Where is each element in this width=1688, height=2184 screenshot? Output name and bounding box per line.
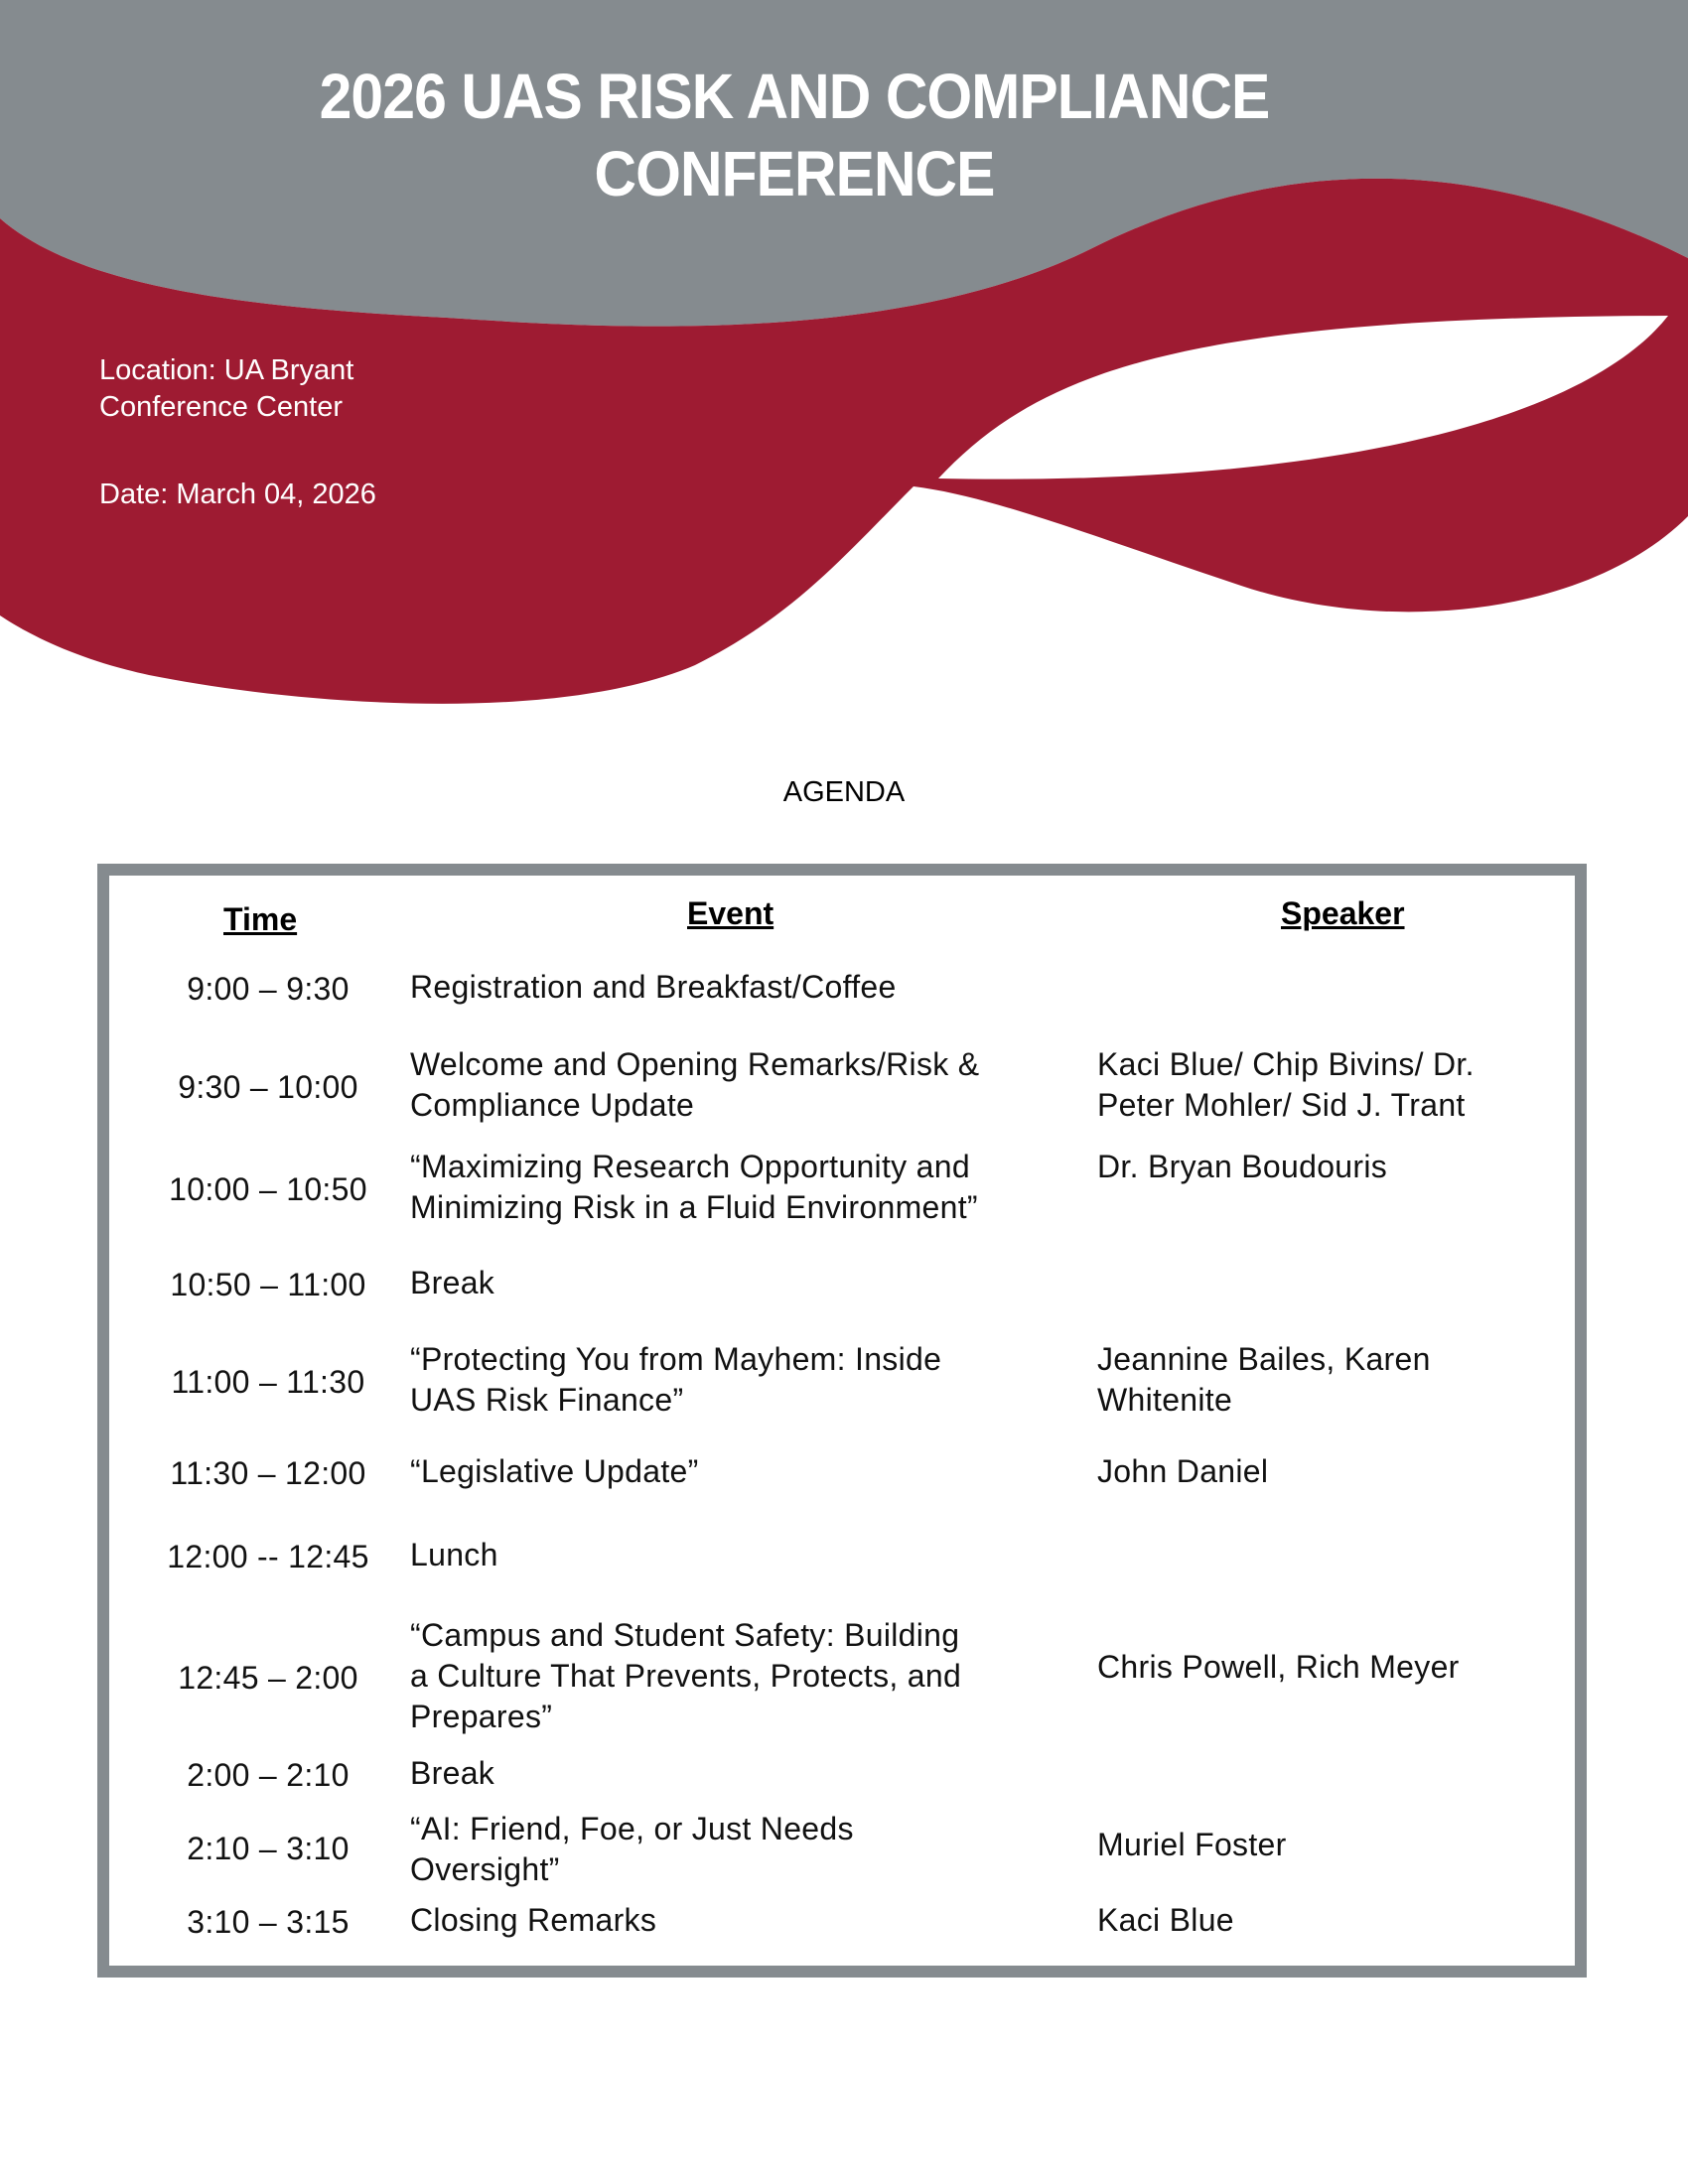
event-line: “Campus and Student Safety: Building	[410, 1617, 960, 1653]
event-cell	[410, 1263, 1065, 1303]
event-cell	[410, 1535, 1065, 1575]
event-line: Break	[410, 1755, 495, 1791]
event-line: Welcome and Opening Remarks/Risk &	[410, 1046, 980, 1082]
event-line: Registration and Breakfast/Coffee	[410, 969, 897, 1005]
speaker-cell	[1097, 1044, 1524, 1126]
header-banner	[0, 0, 1688, 715]
speaker-cell	[1097, 1647, 1524, 1688]
event-cell	[410, 1044, 1065, 1126]
event-line: “Legislative Update”	[410, 1453, 699, 1489]
speaker-line: Jeannine Bailes, Karen	[1097, 1341, 1431, 1377]
speaker-line: Peter Mohler/ Sid J. Trant	[1097, 1087, 1466, 1123]
speaker-cell	[1097, 1900, 1524, 1941]
event-line: Closing Remarks	[410, 1902, 657, 1938]
speaker-cell	[1097, 1339, 1524, 1421]
speaker-line: Kaci Blue/ Chip Bivins/ Dr.	[1097, 1046, 1475, 1082]
time-cell: 10:00 – 10:50	[169, 1171, 367, 1207]
title-line-1: 2026 UAS RISK AND COMPLIANCE	[319, 61, 1270, 132]
location-line-2: Conference Center	[99, 391, 344, 423]
date-text: Date: March 04, 2026	[99, 478, 376, 510]
agenda-table	[97, 864, 1587, 1978]
time-cell: 2:10 – 3:10	[187, 1831, 350, 1866]
speaker-cell	[1097, 1147, 1524, 1187]
event-line: Break	[410, 1265, 495, 1300]
title-line-2: CONFERENCE	[594, 138, 995, 209]
event-line: “Protecting You from Mayhem: Inside	[410, 1341, 942, 1377]
event-cell	[410, 1753, 1065, 1794]
event-line: a Culture That Prevents, Protects, and	[410, 1658, 962, 1694]
event-line: “AI: Friend, Foe, or Just Needs	[410, 1811, 854, 1846]
agenda-heading: AGENDA	[782, 776, 906, 808]
event-line: Oversight”	[410, 1851, 560, 1887]
time-cell: 11:30 – 12:00	[170, 1455, 366, 1491]
speaker-cell	[1097, 1825, 1524, 1865]
event-cell	[410, 1809, 1065, 1890]
speaker-line: John Daniel	[1097, 1453, 1269, 1489]
time-cell: 9:30 – 10:00	[178, 1069, 358, 1105]
time-cell: 12:00 -- 12:45	[167, 1539, 369, 1574]
event-cell	[410, 1900, 1065, 1941]
time-cell: 12:45 – 2:00	[178, 1660, 358, 1696]
event-cell	[410, 1147, 1065, 1228]
event-line: Prepares”	[410, 1699, 553, 1734]
location-text	[99, 352, 353, 426]
speaker-cell	[1097, 1451, 1524, 1492]
speaker-line: Dr. Bryan Boudouris	[1097, 1149, 1388, 1184]
event-cell	[410, 967, 1065, 1008]
time-cell: 9:00 – 9:30	[187, 971, 350, 1007]
event-cell	[410, 1339, 1065, 1421]
speaker-line: Muriel Foster	[1097, 1827, 1287, 1862]
time-cell: 11:00 – 11:30	[171, 1364, 365, 1400]
event-cell	[410, 1615, 1065, 1737]
time-cell: 10:50 – 11:00	[170, 1267, 366, 1302]
event-line: Minimizing Risk in a Fluid Environment”	[410, 1189, 978, 1225]
event-cell	[410, 1451, 1065, 1492]
page-title	[64, 58, 1525, 212]
time-cell: 3:10 – 3:15	[187, 1904, 350, 1940]
speaker-line: Chris Powell, Rich Meyer	[1097, 1649, 1460, 1685]
event-line: UAS Risk Finance”	[410, 1382, 684, 1418]
speaker-line: Kaci Blue	[1097, 1902, 1234, 1938]
column-header-time: Time	[223, 901, 298, 937]
column-header-event: Event	[687, 895, 774, 931]
speaker-line: Whitenite	[1097, 1382, 1233, 1418]
column-header-speaker: Speaker	[1281, 895, 1405, 931]
time-cell: 2:00 – 2:10	[187, 1757, 350, 1793]
location-line-1: Location: UA Bryant	[99, 354, 354, 386]
event-line: Compliance Update	[410, 1087, 695, 1123]
event-line: Lunch	[410, 1537, 498, 1572]
event-line: “Maximizing Research Opportunity and	[410, 1149, 970, 1184]
